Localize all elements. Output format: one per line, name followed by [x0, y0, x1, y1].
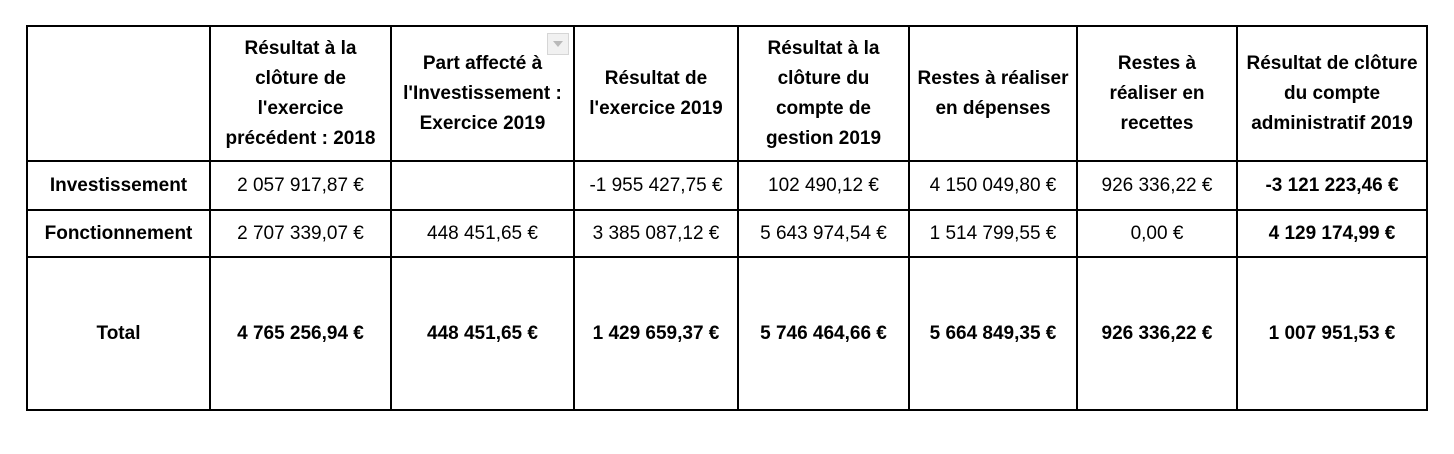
table-cell: -3 121 223,46 € [1237, 161, 1427, 210]
table-cell: 448 451,65 € [391, 210, 574, 257]
header-part-affecte-label: Part affecté à l'Investissement : Exercice 2019 [403, 52, 562, 134]
table-cell: 5 643 974,54 € [738, 210, 909, 257]
header-restes-depenses: Restes à réaliser en dépenses [909, 26, 1077, 161]
table-cell: 3 385 087,12 € [574, 210, 738, 257]
table-cell: 0,00 € [1077, 210, 1237, 257]
table-cell: -1 955 427,75 € [574, 161, 738, 210]
table-cell: 926 336,22 € [1077, 257, 1237, 410]
header-row [27, 26, 1427, 161]
table-row-total [27, 257, 1427, 410]
header-part-affecte [391, 26, 574, 161]
table-cell: 5 664 849,35 € [909, 257, 1077, 410]
table-cell: 2 707 339,07 € [210, 210, 391, 257]
table-row-fonctionnement [27, 210, 1427, 257]
filter-dropdown-icon[interactable] [547, 33, 569, 55]
table-cell: 926 336,22 € [1077, 161, 1237, 210]
table-cell: 5 746 464,66 € [738, 257, 909, 410]
table-cell [391, 161, 574, 210]
table-cell: 4 765 256,94 € [210, 257, 391, 410]
row-label: Fonctionnement [27, 210, 210, 257]
table-cell: 1 514 799,55 € [909, 210, 1077, 257]
table-cell: 102 490,12 € [738, 161, 909, 210]
header-compte-gestion-2019: Résultat à la clôture du compte de gestion 2019 [738, 26, 909, 161]
row-label: Total [27, 257, 210, 410]
header-result-2018: Résultat à la clôture de l'exercice précédent : 2018 [210, 26, 391, 161]
table-cell: 1 007 951,53 € [1237, 257, 1427, 410]
header-result-exercice-2019: Résultat de l'exercice 2019 [574, 26, 738, 161]
header-restes-recettes: Restes à réaliser en recettes [1077, 26, 1237, 161]
table-cell: 1 429 659,37 € [574, 257, 738, 410]
row-label: Investissement [27, 161, 210, 210]
header-compte-administratif-2019: Résultat de clôture du compte administratif 2019 [1237, 26, 1427, 161]
table-row-investissement [27, 161, 1427, 210]
financial-results-table [26, 25, 1428, 411]
header-corner-cell [27, 26, 210, 161]
table-cell: 4 129 174,99 € [1237, 210, 1427, 257]
table-cell: 4 150 049,80 € [909, 161, 1077, 210]
table-cell: 2 057 917,87 € [210, 161, 391, 210]
table-cell: 448 451,65 € [391, 257, 574, 410]
